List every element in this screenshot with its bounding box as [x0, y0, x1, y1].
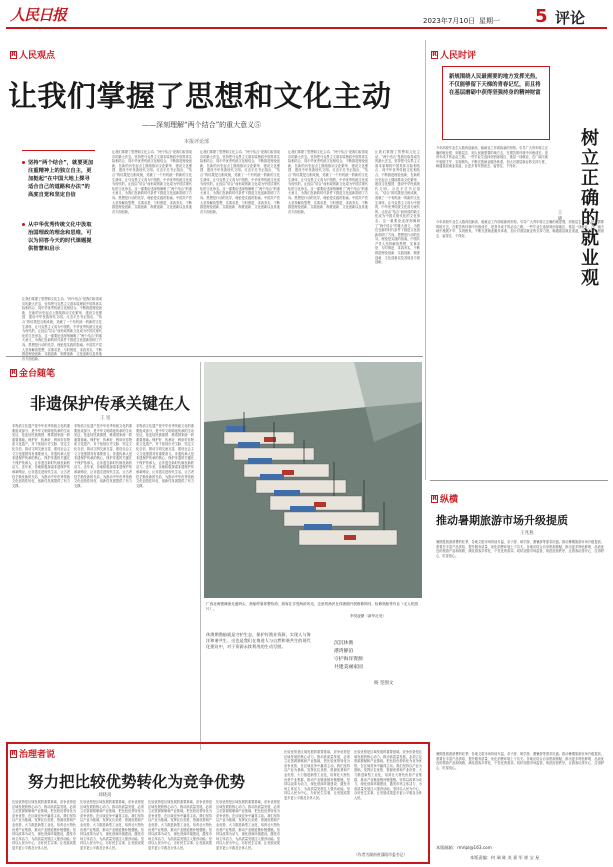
essay-body-col-3: 非物质文化遗产是中华优秀传统文化的重要组成部分，是中华文明绵延传承的生动见证，是连结民族情感、维系国家统一的重要基础。保护好、传承好、利用好非物质文化遗产，对于延续历史文脉、坚定文化自信、推动文明交流互鉴、建设社会主义文化强国具有重要意义。非遗传承人是非遗保护传承的核心，保护非遗的关键在于保护传承人，让非遗在新时代焕发新的活力。近年来，各地积极探索非遗保护传承新路径，让非遗走进现代生活，让古老技艺焕发新的光彩，为推动中华优秀传统文化创造性转化、创新性发展提供了有力支撑。 — [136, 424, 194, 488]
governance-body-col-4: 比较优势是区域发展的重要基础，竞争优势是区域发展的核心动力。推动高质量发展，必须立足资源禀赋和产业基础，把比较优势转化为竞争优势，在区域竞争中赢得主动。我们坚持以产业为基础，发挥区位优势、资源优势和产业优势，大力推进新型工业化，培育壮大特色优势产业集群，推动产业链延链补链强链。坚持以改革为动力，深化营商环境建设，激发市场主体活力，为高质量发展注入强劲动能。坚持以人民为中心，办好民生实事，让发展成果更多更公平惠及全体人民。 — [216, 800, 280, 850]
article-body-col-2: 让我们掌握了思想和文化主动。“两个结合”是我们取得成功的最大法宝，坚持把马克思主义基本原理同中国具体实际相结合、同中华优秀传统文化相结合，不断推进理论创新，在新的历史起点上继续推动文化繁荣、建设文化强国、建设中华民族现代文明。习近平总书记指出，“结合”的结果是互相成就，造就了一个有机统一的新的文化生命体，让马克思主义成为中国的，中华优秀传统文化成为现代的，让经由“结合”而形成的新文化成为中国式现代化的文化形态。这一重要论述深刻阐明了“两个结合”的重大意义，为我们在新的时代条件下推进文化创新指明了方向。思想是行动的先导，理论是实践的指南。中国共产党人坚持解放思想、实事求是、与时俱进、求真务实，不断推进理论创新、实践创新、制度创新、文化创新以及其他各方面创新。 — [112, 150, 192, 214]
column-divider — [425, 40, 426, 480]
commentary-body-main: 今年高校毕业生人数再创新高，稳就业工作面临新的形势。引导广大青年树立正确的就业观，到基层去、到人民最需要的地方去，在艰苦的环境中历练成长，是青年成才的必由之路。一些毕业生选择到西部地区、基层一线就业，在广阔天地中施展才华、实现抱负。不断完善就业服务体系，加大对基层就业的支持力度，畅通基层就业渠道，让更多青年愿意去、留得住、干得好。 — [436, 220, 604, 238]
section-label-renmin-shiping — [431, 48, 476, 61]
poem-line: 沉沉休渔 — [334, 641, 354, 646]
poem-line: 港湾静泊 — [334, 649, 354, 654]
poem-line: 共建美丽家园 — [334, 665, 363, 670]
pull-quote-2: 从中华优秀传统文化中汲取治国理政的理念和思维，可以为回答今天的时代课题提供智慧和启示 — [28, 222, 92, 252]
article-body-col-4: 让我们掌握了思想和文化主动。“两个结合”是我们取得成功的最大法宝，坚持把马克思主义基本原理同中国具体实际相结合、同中华优秀传统文化相结合，不断推进理论创新，在新的历史起点上继续推动文化繁荣、建设文化强国、建设中华民族现代文明。习近平总书记指出，“结合”的结果是互相成就，造就了一个有机统一的新的文化生命体，让马克思主义成为中国的，中华优秀传统文化成为现代的，让经由“结合”而形成的新文化成为中国式现代化的文化形态。这一重要论述深刻阐明了“两个结合”的重大意义，为我们在新的时代条件下推进文化创新指明了方向。思想是行动的先导，理论是实践的指南。中国共产党人坚持解放思想、实事求是、与时俱进、求真务实，不断推进理论创新、实践创新、制度创新、文化创新以及其他各方面创新。 — [288, 150, 368, 214]
section-label-text: 金台随笔 — [19, 369, 56, 379]
article-body-col-5: 让我们掌握了思想和文化主动。“两个结合”是我们取得成功的最大法宝，坚持把马克思主义基本原理同中国具体实际相结合、同中华优秀传统文化相结合，不断推进理论创新，在新的历史起点上继续推动文化繁荣、建设文化强国、建设中华民族现代文明。习近平总书记指出，“结合”的结果是互相成就，造就了一个有机统一的新的文化生命体，让马克思主义成为中国的，中华优秀传统文化成为现代的，让经由“结合”而形成的新文化成为中国式现代化的文化形态。这一重要论述深刻阐明了“两个结合”的重大意义，为我们在新的时代条件下推进文化创新指明了方向。思想是行动的先导，理论是实践的指南。中国共产党人坚持解放思想、实事求是、与时俱进、求真务实，不断推进理论创新、实践创新、制度创新、文化创新以及其他各方面创新。 — [375, 150, 420, 265]
section-label-text: 治理者说 — [19, 750, 56, 760]
governance-body-col-1: 比较优势是区域发展的重要基础，竞争优势是区域发展的核心动力。推动高质量发展，必须立足资源禀赋和产业基础，把比较优势转化为竞争优势，在区域竞争中赢得主动。我们坚持以产业为基础，发挥区位优势、资源优势和产业优势，大力推进新型工业化，培育壮大特色优势产业集群，推动产业链延链补链强链。坚持以改革为动力，深化营商环境建设，激发市场主体活力，为高质量发展注入强劲动能。坚持以人民为中心，办好民生实事，让发展成果更多更公平惠及全体人民。 — [12, 800, 76, 850]
section-label-text: 人民观点 — [19, 51, 56, 61]
harbor-photo — [204, 362, 422, 598]
governance-body-col-3: 比较优势是区域发展的重要基础，竞争优势是区域发展的核心动力。推动高质量发展，必须立足资源禀赋和产业基础，把比较优势转化为竞争优势，在区域竞争中赢得主动。我们坚持以产业为基础，发挥区位优势、资源优势和产业优势，大力推进新型工业化，培育壮大特色优势产业集群，推动产业链延链补链强链。坚持以改革为动力，深化营商环境建设，激发市场主体活力，为高质量发展注入强劲动能。坚持以人民为中心，办好民生实事，让发展成果更多更公平惠及全体人民。 — [148, 800, 212, 850]
masthead — [0, 0, 613, 26]
pull-quote-box — [22, 150, 95, 290]
essay-body-col-2: 非物质文化遗产是中华优秀传统文化的重要组成部分，是中华文明绵延传承的生动见证，是连结民族情感、维系国家统一的重要基础。保护好、传承好、利用好非物质文化遗产，对于延续历史文脉、坚定文化自信、推动文明交流互鉴、建设社会主义文化强国具有重要意义。非遗传承人是非遗保护传承的核心，保护非遗的关键在于保护传承人，让非遗在新时代焕发新的活力。近年来，各地积极探索非遗保护传承新路径，让非遗走进现代生活，让古老技艺焕发新的光彩，为推动中华优秀传统文化创造性转化、创新性发展提供了有力支撑。 — [74, 424, 132, 488]
governance-body-col-6: 比较优势是区域发展的重要基础，竞争优势是区域发展的核心动力。推动高质量发展，必须立足资源禀赋和产业基础，把比较优势转化为竞争优势，在区域竞争中赢得主动。我们坚持以产业为基础，发挥区位优势、资源优势和产业优势，大力推进新型工业化，培育壮大特色优势产业集群，推动产业链延链补链强链。坚持以改革为动力，深化营商环境建设，激发市场主体活力，为高质量发展注入强劲动能。坚持以人民为中心，办好民生实事，让发展成果更多更公平惠及全体人民。 — [354, 750, 422, 800]
governance-author: 刘晓高 — [98, 793, 112, 798]
photo-credit: 李昊凌摄（新华社发） — [350, 614, 386, 618]
pull-quote-1: 坚持“两个结合”，就要更加注重精神上的独立自主，更加挺起“在中国大地上探寻适合自己的道路和办法”的高度自觉和坚定自信 — [28, 160, 94, 198]
commentary-quote-box — [442, 66, 550, 140]
tourism-body-col-1: 暑期是旅游消费的旺季，各地文旅市场持续升温，亲子游、研学游、避暑游等需求旺盛。推动暑期旅游市场升级提质，需要在丰富产品供给、提升服务质量、优化消费环境上下功夫。各地应结合自身资源禀赋，推出更多特色鲜明、品质优良的旅游产品和线路，满足游客多样化、个性化的需求。同时加强市场监管，规范经营秩序，让游客玩得开心、住得舒心、吃得放心。 — [436, 540, 604, 558]
section-label-renmin-guandian — [10, 48, 55, 61]
section-mark-icon: R — [11, 749, 16, 757]
column-divider — [200, 362, 201, 750]
article-body-col-1: 让我们掌握了思想和文化主动。“两个结合”是我们取得成功的最大法宝，坚持把马克思主义基本原理同中国具体实际相结合、同中华优秀传统文化相结合，不断推进理论创新，在新的历史起点上继续推动文化繁荣、建设文化强国、建设中华民族现代文明。习近平总书记指出，“结合”的结果是互相成就，造就了一个有机统一的新的文化生命体，让马克思主义成为中国的，中华优秀传统文化成为现代的，让经由“结合”而形成的新文化成为中国式现代化的文化形态。这一重要论述深刻阐明了“两个结合”的重大意义，为我们在新的时代条件下推进文化创新指明了方向。思想是行动的先导，理论是实践的指南。中国共产党人坚持解放思想、实事求是、与时俱进、求真务实，不断推进理论创新、实践创新、制度创新、文化创新以及其他各方面创新。 — [22, 297, 102, 361]
tourism-body-col-2: 暑期是旅游消费的旺季，各地文旅市场持续升温，亲子游、研学游、避暑游等需求旺盛。推动暑期旅游市场升级提质，需要在丰富产品供给、提升服务质量、优化消费环境上下功夫。各地应结合自身资源禀赋，推出更多特色鲜明、品质优良的旅游产品和线路，满足游客多样化、个性化的需求。同时加强市场监管，规范经营秩序，让游客玩得开心、住得舒心、吃得放心。 — [436, 752, 604, 770]
article-headline: 让我们掌握了思想和文化主动 — [8, 79, 392, 113]
page-number: 5 — [535, 6, 548, 27]
section-mark-icon: R — [432, 50, 437, 58]
section-label-zhilizhe-shuo — [10, 747, 55, 760]
governance-headline: 努力把比较优势转化为竞争优势 — [28, 773, 246, 791]
poem-intro: 休渔期渔船就是守护生态，保护好渔业资源，实现人与海洋和谐共生。这也是我们在推进人与自然和谐共生的现代化建设中，对于资源永续利用的生动写照。 — [206, 632, 311, 649]
section-divider — [6, 356, 423, 357]
quote-dot-icon — [22, 223, 25, 226]
section-label-zongheng — [431, 492, 458, 505]
issue-date: 2023年7月10日 — [423, 17, 476, 25]
article-subtitle: ——深刻理解“两个结合”的重大意义⑤ — [142, 121, 262, 129]
section-label-jintai-suibi — [10, 366, 55, 379]
page-name: 评论 — [555, 9, 586, 27]
essay-body-col-1: 非物质文化遗产是中华优秀传统文化的重要组成部分，是中华文明绵延传承的生动见证，是连结民族情感、维系国家统一的重要基础。保护好、传承好、利用好非物质文化遗产，对于延续历史文脉、坚定文化自信、推动文明交流互鉴、建设社会主义文化强国具有重要意义。非遗传承人是非遗保护传承的核心，保护非遗的关键在于保护传承人，让非遗在新时代焕发新的活力。近年来，各地积极探索非遗保护传承新路径，让非遗走进现代生活，让古老技艺焕发新的光彩，为推动中华优秀传统文化创造性转化、创新性发展提供了有力支撑。 — [12, 424, 70, 488]
commentary-body-top: 今年高校毕业生人数再创新高，稳就业工作面临新的形势。引导广大青年树立正确的就业观，到基层去、到人民最需要的地方去，在艰苦的环境中历练成长，是青年成才的必由之路。一些毕业生选择到西部地区、基层一线就业，在广阔天地中施展才华、实现抱负。不断完善就业服务体系，加大对基层就业的支持力度，畅通基层就业渠道，让更多青年愿意去、留得住、干得好。 — [436, 146, 548, 169]
section-label-text: 人民时评 — [440, 51, 477, 61]
essay-author: 王 宽 — [100, 416, 111, 421]
governance-body-col-2: 比较优势是区域发展的重要基础，竞争优势是区域发展的核心动力。推动高质量发展，必须立足资源禀赋和产业基础，把比较优势转化为竞争优势，在区域竞争中赢得主动。我们坚持以产业为基础，发挥区位优势、资源优势和产业优势，大力推进新型工业化，培育壮大特色优势产业集群，推动产业链延链补链强链。坚持以改革为动力，深化营商环境建设，激发市场主体活力，为高质量发展注入强劲动能。坚持以人民为中心，办好民生实事，让发展成果更多更公平惠及全体人民。 — [80, 800, 144, 850]
poem-block — [334, 640, 418, 672]
commentary-author: 王 晓 — [557, 210, 562, 221]
article-author: 本报评论部 — [184, 139, 210, 145]
photo-caption: 广西北海银滩渔光港码头，渔船停靠休整待命，游客在享受海滨风光。这里的渔民在休渔期开展维修网具、检修渔船等作业（无人机照片）。 — [206, 602, 419, 611]
footer-editors: 本版责编：何 瑞 陈 炎 嘉 军 崔 宝 星 — [470, 855, 540, 860]
section-mark-icon: R — [11, 50, 16, 58]
commentary-quote: 新规围绕人民最需要的地方发挥光热，不仅能够留下天梯的青春记忆，而且将在基层磨砺中获得坚强持身的精神财富 — [449, 74, 541, 97]
section-label-text: 纵横 — [440, 495, 459, 505]
section-mark-icon: R — [11, 368, 16, 376]
harbor-photo-illustration — [204, 362, 422, 598]
article-body-col-3: 让我们掌握了思想和文化主动。“两个结合”是我们取得成功的最大法宝，坚持把马克思主义基本原理同中国具体实际相结合、同中华优秀传统文化相结合，不断推进理论创新，在新的历史起点上继续推动文化繁荣、建设文化强国、建设中华民族现代文明。习近平总书记指出，“结合”的结果是互相成就，造就了一个有机统一的新的文化生命体，让马克思主义成为中国的，中华优秀传统文化成为现代的，让经由“结合”而形成的新文化成为中国式现代化的文化形态。这一重要论述深刻阐明了“两个结合”的重大意义，为我们在新的时代条件下推进文化创新指明了方向。思想是行动的先导，理论是实践的指南。中国共产党人坚持解放思想、实事求是、与时俱进、求真务实，不断推进理论创新、实践创新、制度创新、文化创新以及其他各方面创新。 — [200, 150, 280, 214]
issue-weekday: 星期一 — [479, 17, 500, 25]
poem-line: 守护海洋资源 — [334, 657, 363, 662]
quote-dot-icon — [22, 161, 25, 164]
tourism-author: 王兆燕 — [520, 531, 534, 536]
section-divider — [430, 480, 608, 481]
essay-headline: 非遗保护传承关键在人 — [30, 394, 191, 413]
footer-email: 本版邮箱：rmrlpl@163.com — [436, 845, 492, 850]
poem-credit: 杨 坚图文 — [374, 681, 394, 686]
commentary-headline: 树立正确的就业观 — [578, 128, 599, 288]
governance-body-col-5: 比较优势是区域发展的重要基础，竞争优势是区域发展的核心动力。推动高质量发展，必须立足资源禀赋和产业基础，把比较优势转化为竞争优势，在区域竞争中赢得主动。我们坚持以产业为基础，发挥区位优势、资源优势和产业优势，大力推进新型工业化，培育壮大特色优势产业集群，推动产业链延链补链强链。坚持以改革为动力，深化营商环境建设，激发市场主体活力，为高质量发展注入强劲动能。坚持以人民为中心，办好民生实事，让发展成果更多更公平惠及全体人民。 — [284, 750, 350, 800]
governance-author-note: （作者为湖南省邵阳市委书记） — [354, 852, 408, 857]
newspaper-logo: 人民日报 — [10, 6, 67, 24]
section-mark-icon: R — [432, 494, 437, 502]
masthead-rule — [6, 27, 607, 29]
tourism-headline: 推动暑期旅游市场升级提质 — [436, 514, 568, 527]
